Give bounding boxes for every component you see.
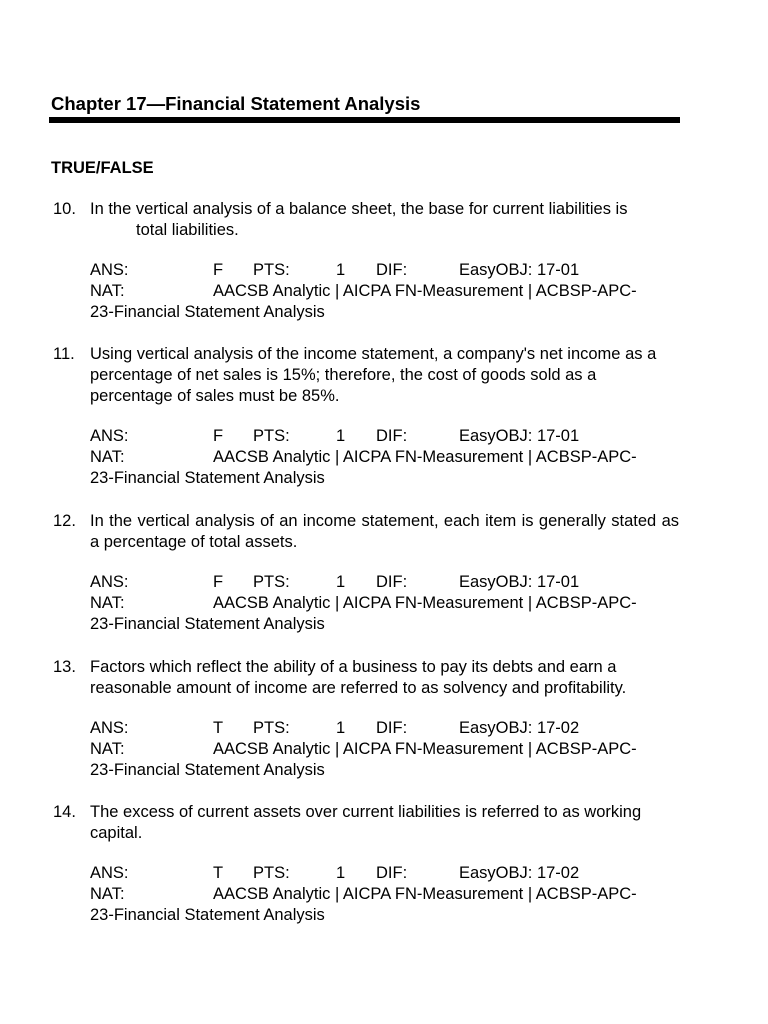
ans-label: ANS: [90,261,129,279]
ans-label: ANS: [90,573,129,591]
nat-value-continuation: 23-Financial Statement Analysis [90,615,325,633]
pts-label: PTS: [253,427,290,445]
nat-value-continuation: 23-Financial Statement Analysis [90,906,325,924]
answer-row [90,426,679,447]
dif-label: DIF: [376,427,408,445]
answer-metadata [51,260,679,323]
nat-row [90,884,679,905]
nat-value: AACSB Analytic | AICPA FN-Measurement | ACBSP-APC- [213,885,637,903]
pts-value: 1 [336,719,346,737]
ans-value: T [213,719,224,737]
dif-obj-value: EasyOBJ: 17-02 [459,719,580,737]
pts-value: 1 [336,427,346,445]
nat-label: NAT: [90,282,125,300]
dif-label: DIF: [376,864,408,882]
question-text-continuation: total liabilities. [136,221,239,239]
question-text: In the vertical analysis of a balance sheet, the base for current liabilities is [90,200,628,218]
dif-obj-value: EasyOBJ: 17-01 [459,573,580,591]
nat-value: AACSB Analytic | AICPA FN-Measurement | ACBSP-APC- [213,282,637,300]
question-text: Using vertical analysis of the income statement, a company's net income as a percentage of net sales is 15%; therefore, the cost of goods sold as a percentage of sales must be 85%. [90,345,657,405]
question-item [51,657,679,781]
nat-value-continuation: 23-Financial Statement Analysis [90,303,325,321]
question-text-block [51,199,679,241]
ans-label: ANS: [90,427,129,445]
question-item [51,344,679,489]
pts-value: 1 [336,864,346,882]
nat-label: NAT: [90,885,125,903]
dif-obj-value: EasyOBJ: 17-01 [459,261,580,279]
question-number: 11. [53,345,75,363]
answer-metadata [51,426,679,489]
ans-label: ANS: [90,719,129,737]
question-item [51,511,679,635]
nat-row [90,281,679,302]
answer-row [90,260,679,281]
dif-obj-value: EasyOBJ: 17-02 [459,864,580,882]
question-text: The excess of current assets over current liabilities is referred to as working capital. [90,803,642,842]
nat-label: NAT: [90,594,125,612]
dif-label: DIF: [376,261,408,279]
nat-row [90,739,679,760]
nat-label: NAT: [90,740,125,758]
answer-metadata [51,863,679,926]
question-item [51,199,679,323]
answer-metadata [51,718,679,781]
ans-value: T [213,864,224,882]
question-number: 10. [53,200,76,218]
question-item [51,802,679,926]
nat-value: AACSB Analytic | AICPA FN-Measurement | ACBSP-APC- [213,740,637,758]
answer-metadata [51,572,679,635]
pts-label: PTS: [253,719,290,737]
nat-label: NAT: [90,448,125,466]
ans-label: ANS: [90,864,129,882]
pts-value: 1 [336,573,346,591]
question-text-block [51,657,679,699]
chapter-title: Chapter 17—Financial Statement Analysis [51,93,421,114]
question-text: In the vertical analysis of an income statement, each item is generally stated as a percentage of total assets. [90,512,679,551]
pts-label: PTS: [253,864,290,882]
title-rule [49,117,680,123]
dif-obj-value: EasyOBJ: 17-01 [459,427,580,445]
question-number: 12. [53,512,76,530]
nat-value-continuation: 23-Financial Statement Analysis [90,761,325,779]
nat-value-continuation: 23-Financial Statement Analysis [90,469,325,487]
question-text-block [51,344,679,407]
ans-value: F [213,573,224,591]
nat-row [90,447,679,468]
question-text: Factors which reflect the ability of a business to pay its debts and earn a reasonable amount of income are referred to as solvency and profitability. [90,658,627,697]
pts-label: PTS: [253,261,290,279]
question-number: 13. [53,658,76,676]
nat-value: AACSB Analytic | AICPA FN-Measurement | ACBSP-APC- [213,594,637,612]
answer-row [90,718,679,739]
question-text-block [51,802,679,844]
pts-value: 1 [336,261,346,279]
section-heading: TRUE/FALSE [51,159,154,177]
question-text-block [51,511,679,553]
answer-row [90,863,679,884]
nat-row [90,593,679,614]
dif-label: DIF: [376,719,408,737]
nat-value: AACSB Analytic | AICPA FN-Measurement | ACBSP-APC- [213,448,637,466]
ans-value: F [213,261,224,279]
answer-row [90,572,679,593]
question-number: 14. [53,803,76,821]
dif-label: DIF: [376,573,408,591]
pts-label: PTS: [253,573,290,591]
ans-value: F [213,427,224,445]
